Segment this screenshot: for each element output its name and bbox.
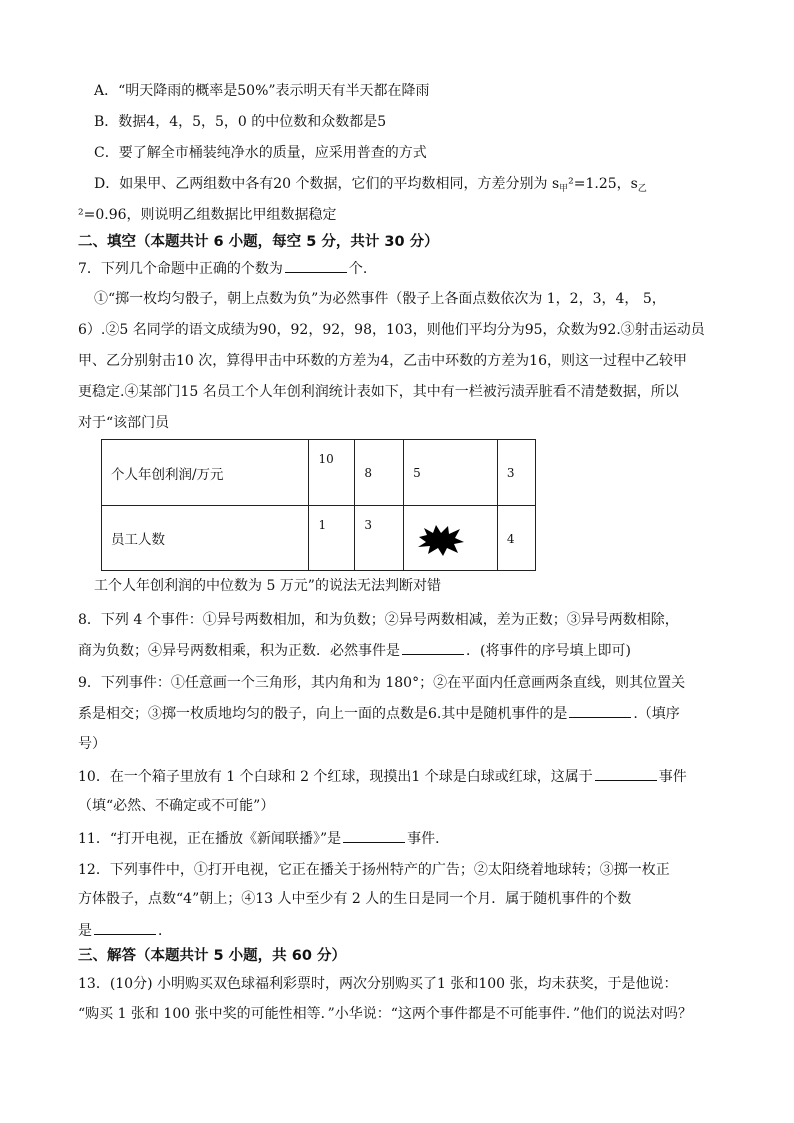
table-row-profit <box>102 440 536 506</box>
staff-value-2: 3 <box>364 518 372 532</box>
q7-text-4: 甲、乙分别射击10 次，算得甲击中环数的方差为4，乙击中环数的方差为16，则这一过程中乙较甲 <box>78 353 687 369</box>
table-cell <box>404 440 498 506</box>
q8-text-2: 商为负数；④异号两数相乘，积为正数．必然事件是 <box>78 643 400 659</box>
q11-answer-blank[interactable] <box>343 828 405 843</box>
q12-line2 <box>78 889 631 909</box>
staff-value-4: 4 <box>506 532 515 546</box>
q9-line1 <box>78 673 685 693</box>
table-cell <box>355 440 404 506</box>
profit-table <box>101 439 536 571</box>
profit-label: 个人年创利润/万元 <box>111 466 224 483</box>
option-d-line2 <box>78 205 337 225</box>
option-c <box>94 143 427 163</box>
table-cell <box>309 440 355 506</box>
q8-text-1: 8．下列 4 个事件：①异号两数相加，和为负数；②异号两数相减，差为正数；③异号两数相除， <box>78 612 679 628</box>
q12-answer-blank[interactable] <box>94 920 156 935</box>
profit-value-2: 8 <box>364 466 372 480</box>
q8-text-2-end: ．(将事件的序号填上即可) <box>466 643 631 659</box>
q8-line2 <box>78 640 631 661</box>
option-d-prefix: D．如果甲、乙两组数中各有20 个数据，它们的平均数相同，方差分别为 s <box>94 176 560 192</box>
option-d-sub-jia: 甲 <box>559 184 569 194</box>
q9-line3 <box>78 734 106 754</box>
option-a <box>94 81 430 101</box>
table-cell <box>355 506 404 571</box>
q8-answer-blank[interactable] <box>402 640 464 655</box>
q12-text-3: 是 <box>78 923 92 939</box>
staff-value-1: 1 <box>318 518 327 532</box>
q9-text-1: 9．下列事件：①任意画一个三角形，其内角和为 180°；②在平面内任意画两条直线，则其位置关 <box>78 675 686 691</box>
q7-line6 <box>78 413 169 433</box>
section2-heading <box>78 232 439 252</box>
q9-text-2-end: .（填序 <box>633 706 680 722</box>
q10-answer-blank[interactable] <box>595 766 657 781</box>
q7-text-3: 6）.②5 名同学的语文成绩为90，92，92，98，103，则他们平均分为95，众数为92.③射击运动员 <box>78 322 705 338</box>
q8-line1 <box>78 610 679 630</box>
q12-text-3-end: ． <box>158 923 172 939</box>
q13-line1 <box>78 974 678 994</box>
q10-text-1-end: 事件 <box>658 769 687 785</box>
staff-label: 员工人数 <box>111 532 165 548</box>
q12-line3 <box>78 920 172 941</box>
q7-line5 <box>78 382 679 402</box>
profit-value-3: 5 <box>413 466 421 480</box>
q13-text-2: “购买 1 张和 100 张中奖的可能性相等．”小华说：“这两个事件都是不可能事件．”他们的说法对吗？ <box>78 1006 693 1022</box>
q7-line7 <box>94 576 441 596</box>
q10-line1 <box>78 766 687 787</box>
option-b <box>94 112 386 132</box>
q7-line1 <box>78 258 367 279</box>
q7-answer-blank[interactable] <box>285 258 347 273</box>
table-row-staff <box>102 506 536 571</box>
q9-text-2: 系是相交；③掷一枚质地均匀的骰子，向上一面的点数是6.其中是随机事件的是 <box>78 706 568 722</box>
q12-text-1: 12．下列事件中，①打开电视，它正在播关于扬州特产的广告；②太阳绕着地球转；③掷一枚正 <box>78 862 670 878</box>
option-d-sub-yi: 乙 <box>637 184 647 194</box>
ink-stain-icon <box>416 523 466 557</box>
q7-line2 <box>94 289 666 309</box>
q7-text-7: 工个人年创利润的中位数为 5 万元”的说法无法判断对错 <box>94 578 441 594</box>
q13-line2 <box>78 1004 692 1024</box>
table-cell <box>309 506 355 571</box>
table-cell-stain <box>404 506 498 571</box>
q11-text-1: 11．“打开电视，正在播放《新闻联播》”是 <box>78 831 342 847</box>
table-cell <box>497 440 535 506</box>
option-d-line2-text: ²=0.96，则说明乙组数据比甲组数据稳定 <box>78 207 337 223</box>
option-d <box>94 174 647 199</box>
section3-heading-text: 三、解答（本题共计 5 小题，共 60 分） <box>78 948 346 964</box>
q7-line3 <box>78 320 705 340</box>
option-d-mid: ²=1.25，s <box>568 176 638 192</box>
q11-line1 <box>78 828 449 849</box>
q13-text-1: 13．(10分) 小明购买双色球福利彩票时，两次分别购买了1 张和100 张，均未获奖，于是他说： <box>78 976 678 992</box>
q12-line1 <box>78 860 670 880</box>
q7-text-5: 更稳定.④某部门15 名员工个人年创利润统计表如下，其中有一栏被污渍弄脏看不清楚数据，所以 <box>78 384 679 400</box>
q10-line2 <box>78 796 274 816</box>
profit-value-4: 3 <box>506 466 515 480</box>
table-cell <box>497 506 535 571</box>
q11-text-1-end: 事件． <box>407 831 450 847</box>
q7-text-6: 对于“该部门员 <box>78 415 170 431</box>
q7-stem-end: 个. <box>348 261 368 277</box>
section3-heading <box>78 946 346 966</box>
q9-text-3: 号） <box>78 736 106 752</box>
q10-text-1: 10．在一个箱子里放有 1 个白球和 2 个红球，现摸出1 个球是白球或红球，这属于 <box>78 769 593 785</box>
q7-stem: 7．下列几个命题中正确的个数为 <box>78 261 283 277</box>
q9-line2 <box>78 703 680 724</box>
table-cell-staff-label <box>102 506 309 571</box>
q12-text-2: 方体骰子，点数“4”朝上；④13 人中至少有 2 人的生日是同一个月．属于随机事件的个数 <box>78 891 632 907</box>
q9-answer-blank[interactable] <box>569 703 631 718</box>
profit-value-1: 10 <box>318 452 334 466</box>
option-b-text: B．数据4，4，5，5，0 的中位数和众数都是5 <box>94 114 387 130</box>
option-a-text: A．“明天降雨的概率是50%”表示明天有半天都在降雨 <box>94 83 430 99</box>
q7-text-2: ①“掷一枚均匀骰子，朝上点数为负”为必然事件（骰子上各面点数依次为 1，2，3，4， 5， <box>94 291 666 307</box>
q10-text-2: （填“必然、不确定或不可能”） <box>78 798 275 814</box>
table-cell-profit-label <box>102 440 309 506</box>
option-c-text: C．要了解全市桶装纯净水的质量，应采用普查的方式 <box>94 145 427 161</box>
section2-heading-text: 二、填空（本题共计 6 小题，每空 5 分，共计 30 分） <box>78 234 439 250</box>
q7-line4 <box>78 351 687 371</box>
